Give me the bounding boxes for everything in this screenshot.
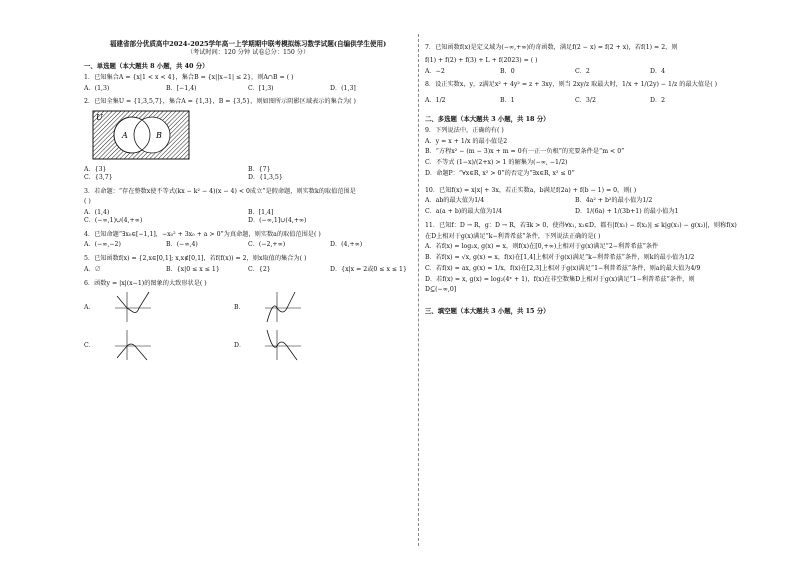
option-b: B．“方程x² − (m − 3)x + m = 0有一正一负根”的充要条件是“m < 0” <box>425 148 625 156</box>
options <box>425 197 725 216</box>
option-c: C．a(a + b)的最大值为1/4 <box>425 208 503 215</box>
option-b: B．(−∞,4) <box>166 241 198 249</box>
question-stem: 9．下列说法中，正确的有( ) <box>425 126 504 134</box>
option-d: D．4 <box>650 67 666 75</box>
graph-d <box>263 328 303 362</box>
graph-a <box>113 290 153 324</box>
question-stem: 10．已知f(x) = x|x| + 3x，若正实数a，b满足f(2a) + f(b − 1) = 0，则( ) <box>425 186 637 194</box>
option-d: D．若f(x) = x, g(x) = log₂(4ˣ + 1)，f(x)在非空数集D上相对于g(x)满足“1−利普希兹”条件，则 <box>425 275 695 283</box>
option-a: A． <box>84 303 95 311</box>
left-column <box>84 38 412 546</box>
option-c: C．不等式 (1−x)/(2+x) > 1 的解集为(−∞, −1/2) <box>425 159 568 166</box>
option-b: B．1 <box>500 97 515 104</box>
question-11 <box>425 221 737 297</box>
question-stem: 8．设正实数x，y，z满足x² + 4y² = z + 3xy，则当 2xy/z 取最大时，1/x + 1/(2y) − 1/z 的最大值是( ) <box>425 81 717 89</box>
option-a: A．(1,4) <box>84 209 110 217</box>
label-a: A <box>122 131 128 141</box>
option-d: D．(1,3] <box>330 84 356 92</box>
exam-title: 福建省部分优质高中2024-2025学年高一上学期期中联考模拟练习数学试题(自编供学生使用) <box>109 40 387 48</box>
option-d: D．(4,+∞) <box>330 241 363 249</box>
graph-option-a <box>84 290 234 324</box>
option-a: A．−2 <box>425 67 445 75</box>
option-b: B．若f(x) = √x, g(x) = x，f(x)在[1,4]上相对于g(x)满足“k−利普希兹”条件，则k的最小值为1/2 <box>425 254 695 261</box>
option-c: C．{3,7} <box>84 173 113 181</box>
question-stem: 11．已知f：D → R，g：D → R，若∃k > 0，使得∀x₁, x₂∈D，都有|f(x₁) − f(x₂)| ≤ k|g(x₁) − g(x₂)|，则称f(x) <box>425 221 737 229</box>
option-a: A．∅ <box>84 265 101 273</box>
question-1 <box>84 74 412 93</box>
options <box>425 97 725 105</box>
option-d: D．{1,3,5} <box>248 173 283 181</box>
option-b: B．[−1,4) <box>166 84 197 92</box>
question-stem: 2．已知全集U = {1,3,5,7}，集合A = {1,3}，B = {3,5}，则如图所示阴影区域表示的集合为( ) <box>84 98 356 106</box>
option-b: B．{7} <box>248 166 271 174</box>
graph-b <box>263 290 303 324</box>
option-a: A．ab的最大值为1/4 <box>425 197 485 205</box>
option-c: C．2 <box>575 67 590 75</box>
question-2 <box>84 98 412 181</box>
option-b: B．0 <box>500 67 515 75</box>
question-stem-cont: f(1) + f(2) + f(3) + L + f(2023) = ( ) <box>425 56 538 64</box>
option-d: D．{x|x = 2或0 ≤ x ≤ 1} <box>330 265 407 273</box>
option-c: C．(−2,+∞) <box>248 241 286 249</box>
set-b-circle <box>134 117 170 153</box>
question-10 <box>425 187 725 216</box>
section-fill-in: 三、填空题（本大题共 3 小题，共 15 分） <box>425 307 550 315</box>
option-a: A．(−∞,−2) <box>84 241 121 249</box>
option-d: D．1/(6a) + 1/(3b+1) 的最小值为1 <box>575 208 679 215</box>
option-b: B．{x|0 ≤ x ≤ 1} <box>166 265 220 273</box>
option-c: C．3/2 <box>575 97 596 104</box>
question-stem: 4．已知命题“∃x₀∈[−1,1]，−x₀² + 3x₀ + a > 0”为真命题，则实数a的取值范围是( ) <box>84 230 321 238</box>
question-3 <box>84 188 412 225</box>
question-8 <box>425 81 725 105</box>
question-stem: 1．已知集合A = {x|1 < x < 4}，集合B = {x||x−1| ≤ 2}，则A∩B = ( ) <box>84 73 294 81</box>
question-5 <box>84 255 412 274</box>
option-a: A．y = x + 1/x 的最小值是2 <box>425 137 508 145</box>
question-stem: 6．函数y = |x|(x−1)的图象的大致形状是( ) <box>84 279 207 287</box>
options <box>84 85 412 93</box>
venn-diagram <box>92 110 190 160</box>
options <box>425 138 725 181</box>
option-d: D．(−∞,1]∪(4,+∞) <box>248 216 307 224</box>
question-stem-cont: ( ) <box>84 198 91 206</box>
options <box>84 266 412 274</box>
graph-c <box>113 328 153 362</box>
graph-option-b <box>234 290 384 324</box>
options <box>84 209 412 225</box>
section-single-choice: 一、单选题（本大题共 8 小题，共 40 分） <box>84 61 209 70</box>
question-6 <box>84 280 412 363</box>
question-9 <box>425 127 725 181</box>
option-c: C．(−∞,1)∪(4,+∞) <box>84 216 143 224</box>
option-d: D．2 <box>650 97 666 104</box>
right-column <box>425 38 737 546</box>
section-multiple-choice: 二、多选题（本大题共 3 小题，共 18 分） <box>425 114 550 123</box>
options <box>84 241 412 249</box>
question-4 <box>84 231 412 250</box>
exam-subtitle: （考试时间：120 分钟 试卷总分：150 分） <box>186 49 310 57</box>
option-d: D．命题P：“∀x∈R, x² > 0”的否定为“∃x∈R, x² ≤ 0” <box>425 169 575 177</box>
question-7 <box>425 44 725 75</box>
options <box>425 68 725 76</box>
graph-option-d <box>234 328 384 362</box>
graph-options <box>84 290 412 362</box>
options <box>425 243 725 297</box>
question-stem: 7．已知函数f(x)是定义域为(−∞,+∞)的奇函数，满足f(2 − x) = f(2 + x)，若f(1) = 2，则 <box>425 44 678 51</box>
graph-option-c <box>84 328 234 362</box>
option-a: A．(1,3) <box>84 84 110 92</box>
options <box>84 166 412 182</box>
option-d: D． <box>234 341 246 349</box>
option-a: A．{3} <box>84 166 107 174</box>
label-u: U <box>96 113 103 123</box>
option-d-cont: D⊆(−∞,0] <box>425 286 457 294</box>
option-c: C．[1,3) <box>248 84 274 92</box>
question-stem: 3．若命题：“存在整数x使不等式(kx − k² − 4)(x − 4) < 0成立”是假命题，则实数k的取值范围是 <box>84 187 356 195</box>
option-c: C．{2} <box>248 265 271 273</box>
option-c: C．若f(x) = ax, g(x) = 1/x，f(x)在[2,3]上相对于g(x)满足“1−利普希兹”条件，则a的最大值为4/9 <box>425 264 701 272</box>
option-b: B．[1,4] <box>248 209 274 217</box>
option-a: A．若f(x) = log₂x, g(x) = x，则f(x)在[0,+∞)上相对于g(x)满足“2−利普希兹”条件 <box>425 243 659 251</box>
option-b: B．4a² + b²的最小值为1/2 <box>575 197 653 205</box>
option-a: A．1/2 <box>425 97 446 104</box>
option-c: C． <box>84 341 95 349</box>
question-stem: 5．已知函数f(x) = {2,x∈[0,1]; x,x∉[0,1]，若f(f(x)) = 2，则x取值的集合为( ) <box>84 255 307 263</box>
question-stem-cont: 在D上相对于g(x)满足“k−利普希兹”条件，下列说法正确的是( ) <box>425 232 601 240</box>
column-divider <box>418 34 419 546</box>
label-b: B <box>156 131 162 141</box>
option-b: B． <box>234 303 245 311</box>
